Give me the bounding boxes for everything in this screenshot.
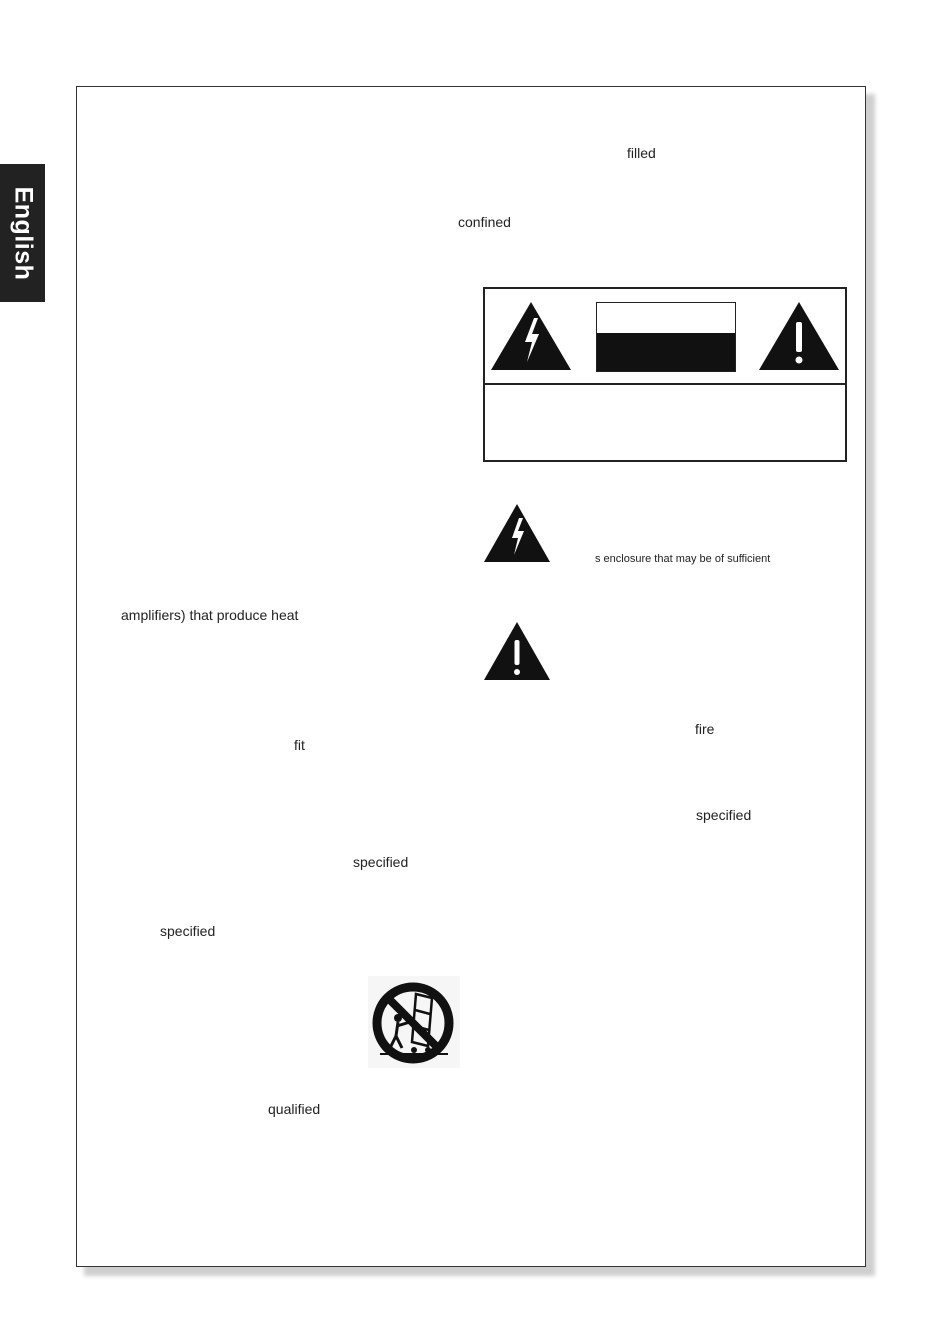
exclamation-warning-icon bbox=[757, 300, 841, 372]
text-confined: confined bbox=[458, 214, 511, 230]
text-qualified: qualified bbox=[268, 1101, 321, 1117]
caution-label-box bbox=[483, 287, 847, 462]
language-tab-label: English bbox=[9, 186, 38, 280]
language-tab bbox=[0, 164, 45, 302]
text-enclosure: s enclosure that may be of sufficient bbox=[595, 553, 771, 565]
cart-tip-over-icon bbox=[368, 976, 460, 1068]
caution-label-rect bbox=[596, 302, 736, 372]
document-page bbox=[76, 86, 866, 1267]
lightning-warning-icon bbox=[489, 300, 573, 372]
caution-label-black-band bbox=[597, 333, 735, 371]
text-specified-right: specified bbox=[696, 807, 752, 823]
text-fit: fit bbox=[294, 737, 305, 753]
text-filled: filled bbox=[627, 145, 656, 161]
caution-box-divider bbox=[485, 383, 845, 385]
lightning-warning-icon-standalone bbox=[482, 502, 552, 564]
text-fire: fire bbox=[695, 721, 715, 737]
cart-warning-badge bbox=[368, 976, 460, 1068]
exclamation-warning-icon-standalone bbox=[482, 620, 552, 682]
text-amplifiers: amplifiers) that produce heat bbox=[121, 607, 299, 623]
text-specified-left-2: specified bbox=[160, 923, 216, 939]
text-specified-left-1: specified bbox=[353, 854, 409, 870]
